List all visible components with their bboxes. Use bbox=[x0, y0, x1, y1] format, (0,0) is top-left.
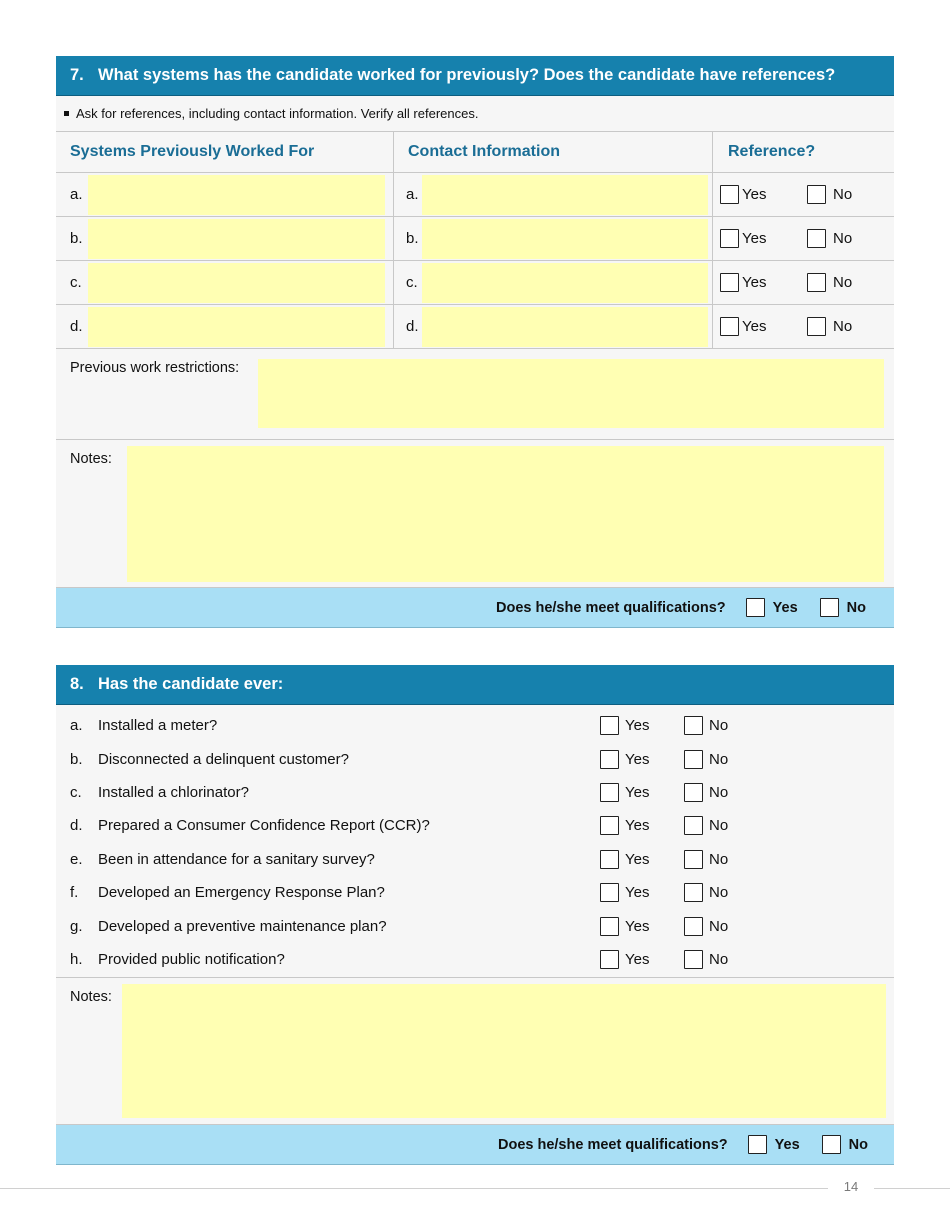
item-letter: b. bbox=[70, 750, 83, 768]
contact-field-b[interactable] bbox=[422, 219, 708, 259]
reference-yes-checkbox-d[interactable] bbox=[720, 317, 739, 336]
yes-label: Yes bbox=[625, 717, 650, 735]
qualification-row-7 bbox=[56, 588, 894, 628]
system-field-b[interactable] bbox=[88, 219, 385, 259]
no-label: No bbox=[709, 850, 729, 868]
notes-row-7 bbox=[56, 440, 894, 588]
header-contact: Contact Information bbox=[394, 132, 713, 173]
row-letter: d. bbox=[70, 318, 83, 335]
qualification-question: Does he/she meet qualifications? bbox=[498, 1136, 728, 1153]
yes-label: Yes bbox=[774, 1136, 800, 1153]
item-text: Installed a chlorinator? bbox=[98, 783, 249, 801]
section-7-number: 7. bbox=[70, 66, 84, 84]
reference-row-d bbox=[56, 305, 894, 349]
no-label: No bbox=[709, 950, 729, 968]
footer-rule-left bbox=[0, 1188, 828, 1189]
item-text: Installed a meter? bbox=[98, 717, 218, 735]
row-letter: b. bbox=[70, 230, 83, 247]
yes-label: Yes bbox=[625, 917, 650, 935]
item-text: Been in attendance for a sanitary survey? bbox=[98, 850, 375, 868]
references-header-row bbox=[56, 132, 894, 173]
yes-label: Yes bbox=[742, 274, 767, 291]
yes-label: Yes bbox=[625, 950, 650, 968]
yes-label: Yes bbox=[625, 817, 650, 835]
notes-label: Notes: bbox=[70, 451, 112, 467]
list-item bbox=[56, 909, 894, 942]
reference-yes-checkbox-a[interactable] bbox=[720, 185, 739, 204]
section-8-header bbox=[56, 665, 894, 705]
item-text: Disconnected a delinquent customer? bbox=[98, 750, 349, 768]
section-8-title: Has the candidate ever: bbox=[98, 675, 284, 693]
restrictions-field[interactable] bbox=[258, 359, 884, 428]
list-item bbox=[56, 776, 894, 809]
item-no-checkbox-c[interactable] bbox=[684, 783, 703, 802]
item-letter: a. bbox=[70, 717, 83, 735]
item-text: Developed an Emergency Response Plan? bbox=[98, 884, 385, 902]
row-letter: c. bbox=[70, 274, 82, 291]
item-yes-checkbox-h[interactable] bbox=[600, 950, 619, 969]
yes-label: Yes bbox=[742, 186, 767, 203]
item-yes-checkbox-e[interactable] bbox=[600, 850, 619, 869]
item-text: Developed a preventive maintenance plan? bbox=[98, 917, 387, 935]
restrictions-row bbox=[56, 349, 894, 440]
row-letter: b. bbox=[406, 230, 419, 247]
reference-no-checkbox-a[interactable] bbox=[807, 185, 826, 204]
item-no-checkbox-g[interactable] bbox=[684, 917, 703, 936]
header-systems: Systems Previously Worked For bbox=[56, 132, 394, 173]
section-7-header bbox=[56, 56, 894, 96]
no-label: No bbox=[709, 717, 729, 735]
yes-label: Yes bbox=[625, 750, 650, 768]
no-label: No bbox=[833, 318, 853, 335]
yes-label: Yes bbox=[742, 318, 767, 335]
system-field-d[interactable] bbox=[88, 307, 385, 347]
list-item bbox=[56, 876, 894, 909]
footer-rule-right bbox=[874, 1188, 950, 1189]
page-number: 14 bbox=[843, 1179, 859, 1194]
item-no-checkbox-e[interactable] bbox=[684, 850, 703, 869]
reference-no-checkbox-c[interactable] bbox=[807, 273, 826, 292]
item-no-checkbox-a[interactable] bbox=[684, 716, 703, 735]
item-yes-checkbox-c[interactable] bbox=[600, 783, 619, 802]
reference-row-c bbox=[56, 261, 894, 305]
no-label: No bbox=[709, 783, 729, 801]
qualification-no-checkbox-8[interactable] bbox=[822, 1135, 841, 1154]
reference-yes-checkbox-c[interactable] bbox=[720, 273, 739, 292]
no-label: No bbox=[709, 750, 729, 768]
header-reference: Reference? bbox=[713, 132, 895, 173]
reference-no-checkbox-b[interactable] bbox=[807, 229, 826, 248]
no-label: No bbox=[833, 274, 853, 291]
item-letter: d. bbox=[70, 817, 83, 835]
no-label: No bbox=[848, 1136, 868, 1153]
contact-field-a[interactable] bbox=[422, 175, 708, 215]
no-label: No bbox=[833, 230, 853, 247]
section-7-title: What systems has the candidate worked for previously? Does the candidate have references? bbox=[98, 66, 836, 84]
item-no-checkbox-d[interactable] bbox=[684, 816, 703, 835]
row-letter: a. bbox=[70, 186, 83, 203]
yes-label: Yes bbox=[742, 230, 767, 247]
restrictions-label: Previous work restrictions: bbox=[70, 360, 240, 376]
qualification-row-8 bbox=[56, 1125, 894, 1165]
yes-label: Yes bbox=[625, 884, 650, 902]
contact-field-d[interactable] bbox=[422, 307, 708, 347]
item-text: Provided public notification? bbox=[98, 950, 285, 968]
list-item bbox=[56, 943, 894, 976]
notes-label: Notes: bbox=[70, 989, 112, 1006]
notes-field-7[interactable] bbox=[127, 446, 884, 582]
reference-row-a bbox=[56, 173, 894, 217]
item-yes-checkbox-d[interactable] bbox=[600, 816, 619, 835]
no-label: No bbox=[709, 884, 729, 902]
qualification-no-checkbox-7[interactable] bbox=[820, 598, 839, 617]
row-letter: c. bbox=[406, 274, 418, 291]
no-label: No bbox=[709, 917, 729, 935]
list-item bbox=[56, 742, 894, 775]
yes-label: Yes bbox=[625, 850, 650, 868]
item-yes-checkbox-b[interactable] bbox=[600, 750, 619, 769]
item-yes-checkbox-g[interactable] bbox=[600, 917, 619, 936]
qualification-question: Does he/she meet qualifications? bbox=[496, 599, 726, 616]
system-field-c[interactable] bbox=[88, 263, 385, 303]
reference-no-checkbox-d[interactable] bbox=[807, 317, 826, 336]
yes-label: Yes bbox=[772, 599, 798, 616]
no-label: No bbox=[846, 599, 866, 616]
notes-field-8[interactable] bbox=[122, 984, 886, 1118]
instruction-bullet bbox=[56, 96, 894, 132]
instruction-text: Ask for references, including contact information. Verify all references. bbox=[76, 106, 479, 121]
item-no-checkbox-b[interactable] bbox=[684, 750, 703, 769]
item-letter: g. bbox=[70, 917, 83, 935]
list-item bbox=[56, 809, 894, 842]
reference-row-b bbox=[56, 217, 894, 261]
experience-list bbox=[56, 705, 894, 978]
row-letter: d. bbox=[406, 318, 419, 335]
section-7 bbox=[56, 56, 894, 628]
system-field-a[interactable] bbox=[88, 175, 385, 215]
list-item bbox=[56, 709, 894, 742]
item-no-checkbox-f[interactable] bbox=[684, 883, 703, 902]
no-label: No bbox=[709, 817, 729, 835]
no-label: No bbox=[833, 186, 853, 203]
item-no-checkbox-h[interactable] bbox=[684, 950, 703, 969]
references-table bbox=[56, 132, 894, 349]
item-yes-checkbox-a[interactable] bbox=[600, 716, 619, 735]
item-text: Prepared a Consumer Confidence Report (CCR)? bbox=[98, 817, 430, 835]
notes-row-8 bbox=[56, 978, 894, 1125]
list-item bbox=[56, 843, 894, 876]
item-yes-checkbox-f[interactable] bbox=[600, 883, 619, 902]
section-8-number: 8. bbox=[70, 675, 84, 693]
section-8 bbox=[56, 665, 894, 1165]
bullet-icon bbox=[64, 111, 69, 116]
contact-field-c[interactable] bbox=[422, 263, 708, 303]
yes-label: Yes bbox=[625, 783, 650, 801]
item-letter: c. bbox=[70, 783, 82, 801]
item-letter: e. bbox=[70, 850, 83, 868]
reference-yes-checkbox-b[interactable] bbox=[720, 229, 739, 248]
row-letter: a. bbox=[406, 186, 419, 203]
item-letter: f. bbox=[70, 884, 79, 902]
qualification-yes-checkbox-8[interactable] bbox=[748, 1135, 767, 1154]
item-letter: h. bbox=[70, 950, 83, 968]
qualification-yes-checkbox-7[interactable] bbox=[746, 598, 765, 617]
